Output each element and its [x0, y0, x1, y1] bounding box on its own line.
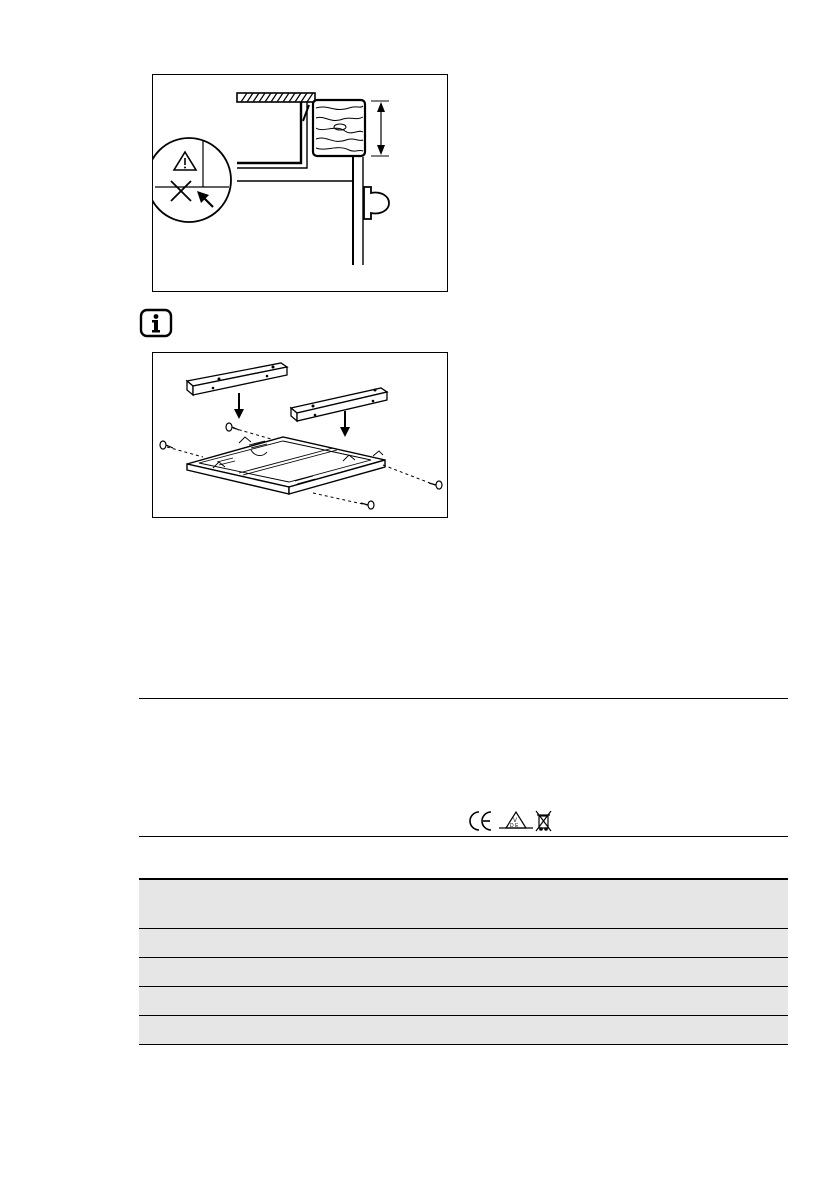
certification-marks	[467, 808, 557, 834]
table-row	[139, 987, 788, 1015]
weee-bin-icon	[536, 811, 551, 831]
vde-mark-icon	[499, 812, 533, 829]
table-row	[139, 958, 788, 986]
svg-text:D E: D E	[510, 823, 519, 829]
section-divider-bottom	[139, 836, 788, 837]
installation-detail-figure	[152, 74, 448, 292]
table-header-row	[139, 880, 788, 928]
table-bottom-border	[139, 1044, 788, 1045]
table-row	[139, 1016, 788, 1044]
bracket-assembly-drawing	[153, 353, 447, 517]
svg-text:V: V	[513, 818, 518, 824]
bracket-assembly-figure	[152, 352, 448, 518]
info-icon	[139, 308, 173, 338]
ce-mark-icon	[470, 812, 491, 830]
table-row	[139, 929, 788, 957]
installation-detail-drawing	[153, 75, 447, 291]
section-divider-top	[139, 698, 788, 699]
